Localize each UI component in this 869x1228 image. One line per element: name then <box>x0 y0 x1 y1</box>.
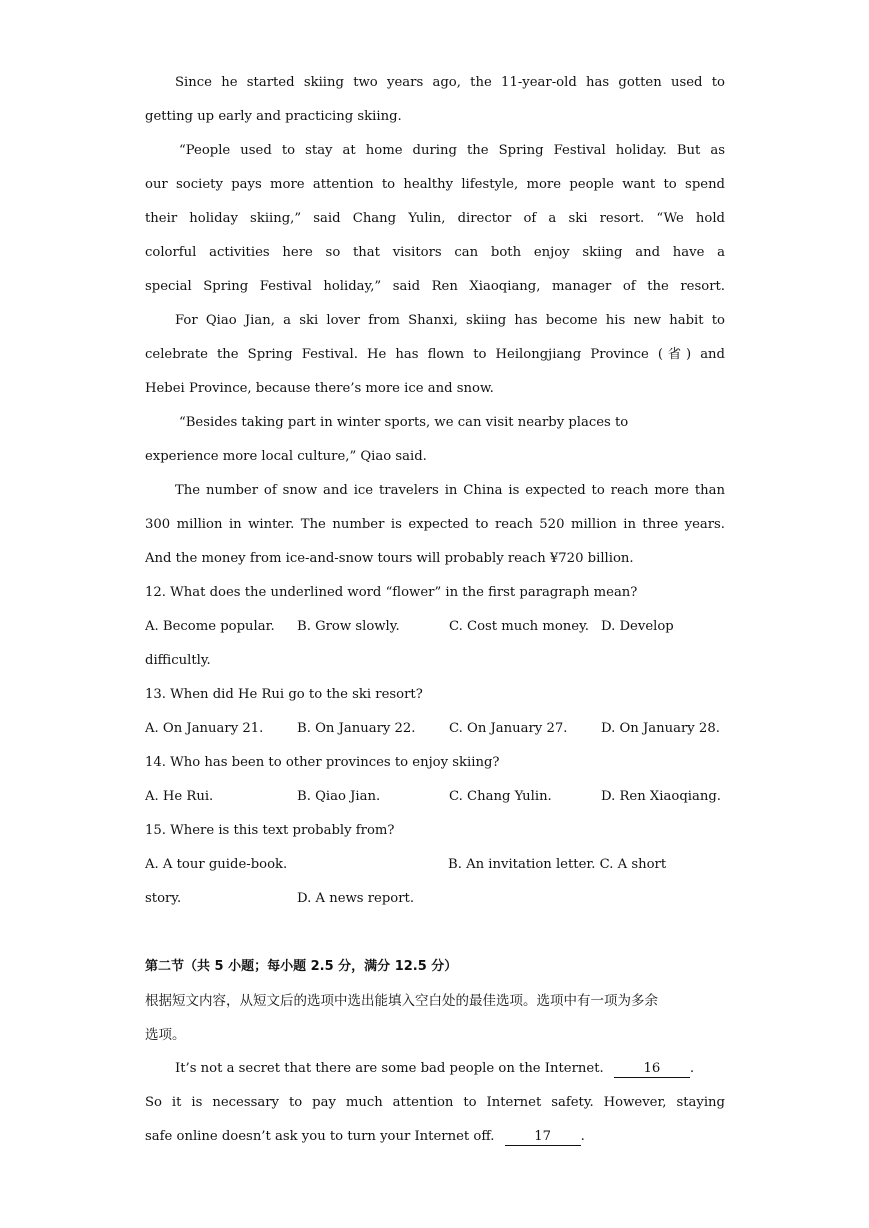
section-gap <box>145 916 725 950</box>
paragraph-2-line-2: our society pays more attention to healthy lifestyle, more people want to spend <box>145 177 725 192</box>
paragraph-2-line-1: “People used to stay at home during the Spring Festival holiday. But as <box>179 143 725 158</box>
question-13-option-a: A. On January 21. <box>145 721 264 736</box>
blank-17[interactable]: 17 <box>505 1129 581 1146</box>
paragraph-1-line-2: getting up early and practicing skiing. <box>145 109 402 124</box>
question-15-options <box>145 848 725 882</box>
section-2-title: 第二节（共 5 小题；每小题 2.5 分，满分 12.5 分） <box>145 959 458 974</box>
paragraph-4-line-1: “Besides taking part in winter sports, we can visit nearby places to <box>179 415 629 430</box>
section-2-passage-text-1: It’s not a secret that there are some bad people on the Internet. <box>175 1061 604 1076</box>
question-12-option-d-wrap: difficultly. <box>145 653 211 668</box>
question-13-option-d: D. On January 28. <box>601 721 720 736</box>
paragraph-2-line-4: colorful activities here so that visitors can both enjoy skiing and have a <box>145 245 725 260</box>
paragraph-5-line-3: And the money from ice-and-snow tours will probably reach ¥720 billion. <box>145 551 634 566</box>
question-14-option-b: B. Qiao Jian. <box>297 789 381 804</box>
question-13-option-c: C. On January 27. <box>449 721 568 736</box>
question-12-option-b: B. Grow slowly. <box>297 619 400 634</box>
question-14-stem: 14. Who has been to other provinces to enjoy skiing? <box>145 755 500 770</box>
question-12-option-a: A. Become popular. <box>145 619 275 634</box>
question-12-stem: 12. What does the underlined word “flower” in the first paragraph mean? <box>145 585 638 600</box>
question-12-option-c: C. Cost much money. <box>449 619 589 634</box>
question-13-options <box>145 712 725 746</box>
paragraph-3-line-1: For Qiao Jian, a ski lover from Shanxi, skiing has become his new habit to <box>175 313 725 328</box>
question-15-option-a: A. A tour guide-book. <box>145 857 288 872</box>
question-13-option-b: B. On January 22. <box>297 721 416 736</box>
question-14-option-a: A. He Rui. <box>145 789 214 804</box>
section-2-passage-line-2: So it is necessary to pay much attention to Internet safety. However, staying <box>145 1095 725 1110</box>
question-14-option-d: D. Ren Xiaoqiang. <box>601 789 721 804</box>
document-page <box>145 66 725 1154</box>
section-2-passage-end-3: . <box>580 1129 585 1144</box>
question-14-option-c: C. Chang Yulin. <box>449 789 552 804</box>
question-15-options-wrap <box>145 882 725 916</box>
question-15-option-c-wrap: story. <box>145 891 182 906</box>
section-2-passage-end-1: . <box>689 1061 695 1076</box>
section-2-passage-line-3 <box>145 1120 725 1154</box>
paragraph-5-line-2: 300 million in winter. The number is expected to reach 520 million in three years. <box>145 517 725 532</box>
section-2-instructions-line-2: 选项。 <box>145 1027 186 1043</box>
question-14-options <box>145 780 725 814</box>
paragraph-3-line-3: Hebei Province, because there’s more ice and snow. <box>145 381 494 396</box>
section-2-instructions-line-1: 根据短文内容，从短文后的选项中选出能填入空白处的最佳选项。选项中有一项为多余 <box>145 993 658 1009</box>
question-15-stem: 15. Where is this text probably from? <box>145 823 395 838</box>
question-15-option-d: D. A news report. <box>297 891 415 906</box>
paragraph-2-line-5: special Spring Festival holiday,” said Ren Xiaoqiang, manager of the resort. <box>145 279 725 294</box>
question-12-option-d: D. Develop <box>601 619 674 634</box>
section-2-passage-text-3: safe online doesn’t ask you to turn your Internet off. <box>145 1129 495 1144</box>
paragraph-3-line-2: celebrate the Spring Festival. He has flown to Heilongjiang Province (省) and <box>145 347 725 362</box>
section-2-passage-line-1 <box>145 1052 725 1086</box>
paragraph-4-line-2: experience more local culture,” Qiao said. <box>145 449 427 464</box>
blank-16[interactable]: 16 <box>614 1061 690 1078</box>
paragraph-2-line-3: their holiday skiing,” said Chang Yulin, director of a ski resort. “We hold <box>145 211 725 226</box>
question-12-options <box>145 610 725 644</box>
paragraph-5-line-1: The number of snow and ice travelers in China is expected to reach more than <box>175 483 725 498</box>
question-13-stem: 13. When did He Rui go to the ski resort? <box>145 687 423 702</box>
question-15-option-b-c: B. An invitation letter. C. A short <box>448 857 667 872</box>
paragraph-1-line-1: Since he started skiing two years ago, the 11-year-old has gotten used to <box>175 75 725 90</box>
